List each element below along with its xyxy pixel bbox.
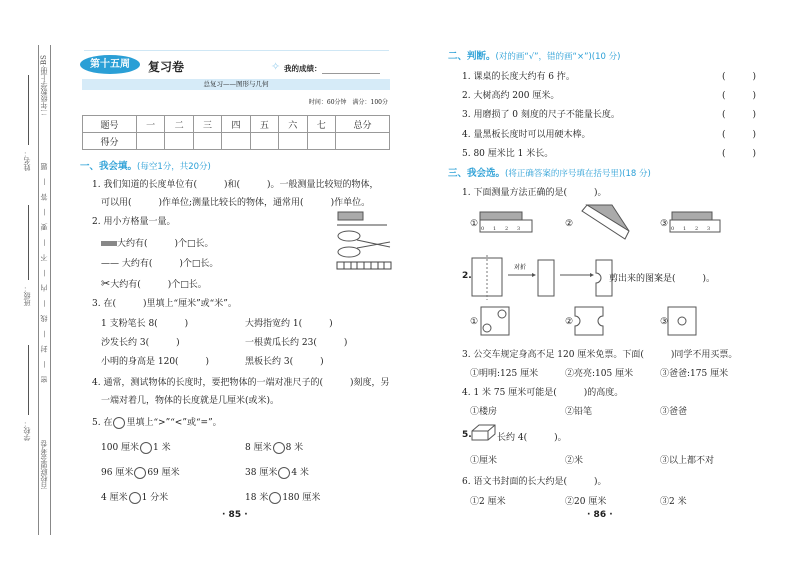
question-5-number: 5. [462,430,472,440]
table-cell: 三 [193,116,221,133]
choice-question-4: 4. 1 米 75 厘米可能是( )的高度。 [462,388,624,398]
question-5-text: 长约 4( )。 [497,433,567,443]
q3-item: 1 支粉笔长 8( ) [101,319,189,329]
question-4-line-2: 一端对着几，物体的长度就是几厘米(或米)。 [101,396,280,406]
option[interactable]: ②20 厘米 [565,497,607,507]
ruler-figure-3 [670,212,730,237]
question-2: 2. 用小方格量一量。 [92,217,176,227]
answer-paren[interactable]: ( ) [722,72,757,82]
option[interactable]: ①2 厘米 [470,497,506,507]
q2-item-line: —— 大约有( )个□长。 [101,259,219,269]
grid-ruler [337,262,391,269]
judge-item: 4. 量黑板长度时可以用硬木棒。 [462,130,591,140]
time-info: 时间：60分钟 满分：100分 [308,99,388,106]
circle-icon [113,417,125,429]
score-table [82,115,390,150]
option[interactable]: ②亮亮:105 厘米 [565,369,634,379]
name-field[interactable] [28,75,29,145]
compare-item: 96 厘米 69 厘米 [101,468,180,478]
section-3-heading: 三、我会选。(将正确答案的序号填在括号里)(18 分) [448,168,651,179]
option[interactable]: ③2 米 [660,497,687,507]
pattern-option-2 [574,306,606,336]
score-cell[interactable] [136,133,164,150]
compare-circle[interactable] [129,492,141,504]
option[interactable]: ①厘米 [470,456,498,466]
score-cell[interactable] [193,133,221,150]
compare-circle[interactable] [273,442,285,454]
table-cell: 得分 [83,133,137,150]
school-field[interactable] [28,345,29,415]
fold-label: 对折 [514,264,527,271]
option[interactable]: ②铅笔 [565,407,593,417]
option-label: ① [470,317,479,327]
tick-label: 1 [493,226,497,232]
table-cell: 五 [250,116,278,133]
answer-paren[interactable]: ( ) [722,110,757,120]
judge-item: 1. 课桌的长度大约有 6 拃。 [462,72,575,82]
scissors-icon: ✂ [101,277,111,290]
subtitle-bar: 总复习——图形与几何 [82,79,390,90]
compare-item: 4 厘米 1 分米 [101,493,169,503]
star-icon: ✧ [271,60,281,73]
fold-cut-diagram [470,255,610,310]
school-label: 学校： [23,420,31,441]
table-cell: 四 [222,116,250,133]
q3-item: 一根黄瓜长约 23( ) [245,338,348,348]
q2-item-eraser: 大约有( )个□长。 [101,236,214,249]
score-cell[interactable] [250,133,278,150]
scissors-image [338,231,390,257]
option[interactable]: ②米 [565,456,584,466]
option[interactable]: ①明明:125 厘米 [470,369,539,379]
compare-item: 8 厘米 8 米 [245,443,304,453]
score-cell[interactable] [222,133,250,150]
header-rule [84,50,389,51]
tick-label: 0 [671,226,675,232]
tick-label: 0 [481,226,485,232]
eraser-icon [101,241,117,246]
tick-label: 3 [517,226,521,232]
table-cell: 总分 [335,116,389,133]
page-title: 复习卷 [148,60,185,74]
choice-question-6: 6. 语文书封面的长大约是( )。 [462,477,607,487]
compare-item: 100 厘米 1 米 [101,443,171,453]
option-label: ② [565,219,574,229]
compare-circle[interactable] [134,467,146,479]
brand-label: 百校联盟金考卷 [40,440,48,489]
class-field[interactable] [28,205,29,280]
tick-label: 1 [683,226,687,232]
page-number-left: · 85 · [222,510,248,520]
option-label: ③ [660,317,669,327]
choice-question-1: 1. 下面测量方法正确的是( )。 [462,188,607,198]
answer-paren[interactable]: ( ) [722,91,757,101]
choice-question-3: 3. 公交车规定身高不足 120 厘米免票。下面( )同学不用买票。 [462,350,738,360]
ruler-figure-1 [480,212,540,237]
option[interactable]: ①楼房 [470,407,498,417]
judge-item: 3. 用磨损了 0 刻度的尺子不能量长度。 [462,110,620,120]
question-2-number: 2. [462,271,472,281]
score-cell[interactable] [279,133,307,150]
eraser-image [338,212,363,220]
tick-label: 2 [695,226,699,232]
q3-item: 大拇指宽约 1( ) [245,319,333,329]
table-cell: 题号 [83,116,137,133]
option[interactable]: ③爸爸 [660,407,688,417]
table-cell: 二 [165,116,193,133]
table-cell: 一 [136,116,164,133]
table-row [83,116,390,133]
question-2-text: 剪出来的图案是( )。 [609,274,716,284]
question-4-line-1: 4. 通常，测试物体的长度时，要把物体的一端对准尺子的( )刻度，另 [92,378,390,388]
option-label: ② [565,317,574,327]
box-icon [471,424,497,442]
class-label: 班级： [23,285,31,306]
answer-paren[interactable]: ( ) [722,149,757,159]
score-cell[interactable] [307,133,335,150]
score-label: 我的成绩： [284,64,322,73]
ruler-figure-2 [577,203,632,245]
score-cell[interactable] [335,133,389,150]
table-cell: 六 [279,116,307,133]
option-label: ③ [660,219,669,229]
section-2-heading: 二、判断。(对的画“√”，错的画“×”)(10 分) [448,51,621,62]
q3-item: 黑板长约 3( ) [245,357,324,367]
question-1-line-1: 1. 我们知道的长度单位有( )和( )。一般测量比较短的物体， [92,180,379,190]
question-5: 5. 在 里填上“>”“<”或“=”。 [92,418,222,428]
compare-item: 18 米 180 厘米 [245,493,321,503]
seal-line-text: 密 — 封 — 线 — 内 — 不 — 要 — 答 — 题 [40,160,48,384]
compare-circle[interactable] [269,492,281,504]
week-badge: 第十五周 [80,55,140,74]
score-field[interactable] [322,73,380,74]
compare-item: 38 厘米 4 米 [245,468,309,478]
judge-item: 2. 大树高约 200 厘米。 [462,91,560,101]
book-label: 二年级数学上册·BS [40,55,48,117]
measure-figure [335,212,395,277]
option[interactable]: ③爸爸:175 厘米 [660,369,729,379]
question-3: 3. 在( )里填上“厘米”或“米”。 [92,299,237,309]
q3-item: 小明的身高是 120( ) [101,357,210,367]
page-number-right: · 86 · [587,510,613,520]
option[interactable]: ③以上都不对 [660,456,715,466]
compare-circle[interactable] [140,442,152,454]
compare-circle[interactable] [278,467,290,479]
margin-line [50,45,51,535]
pattern-option-3 [667,306,699,336]
q2-item-scissors: ✂大约有( )个□长。 [101,277,207,290]
pattern-option-1 [480,306,512,336]
name-label: 姓名： [23,150,31,171]
answer-paren[interactable]: ( ) [722,130,757,140]
table-cell: 七 [307,116,335,133]
judge-item: 5. 80 厘米比 1 米长。 [462,149,554,159]
section-1-heading: 一、我会填。(每空1分，共20分) [80,161,211,172]
tick-label: 2 [505,226,509,232]
tick-label: 3 [707,226,711,232]
option-label: ① [470,219,479,229]
score-cell[interactable] [165,133,193,150]
table-row [83,133,390,150]
q3-item: 沙发长约 3( ) [101,338,180,348]
question-1-line-2: 可以用( )作单位;测量比较长的物体，通常用( )作单位。 [101,198,371,208]
